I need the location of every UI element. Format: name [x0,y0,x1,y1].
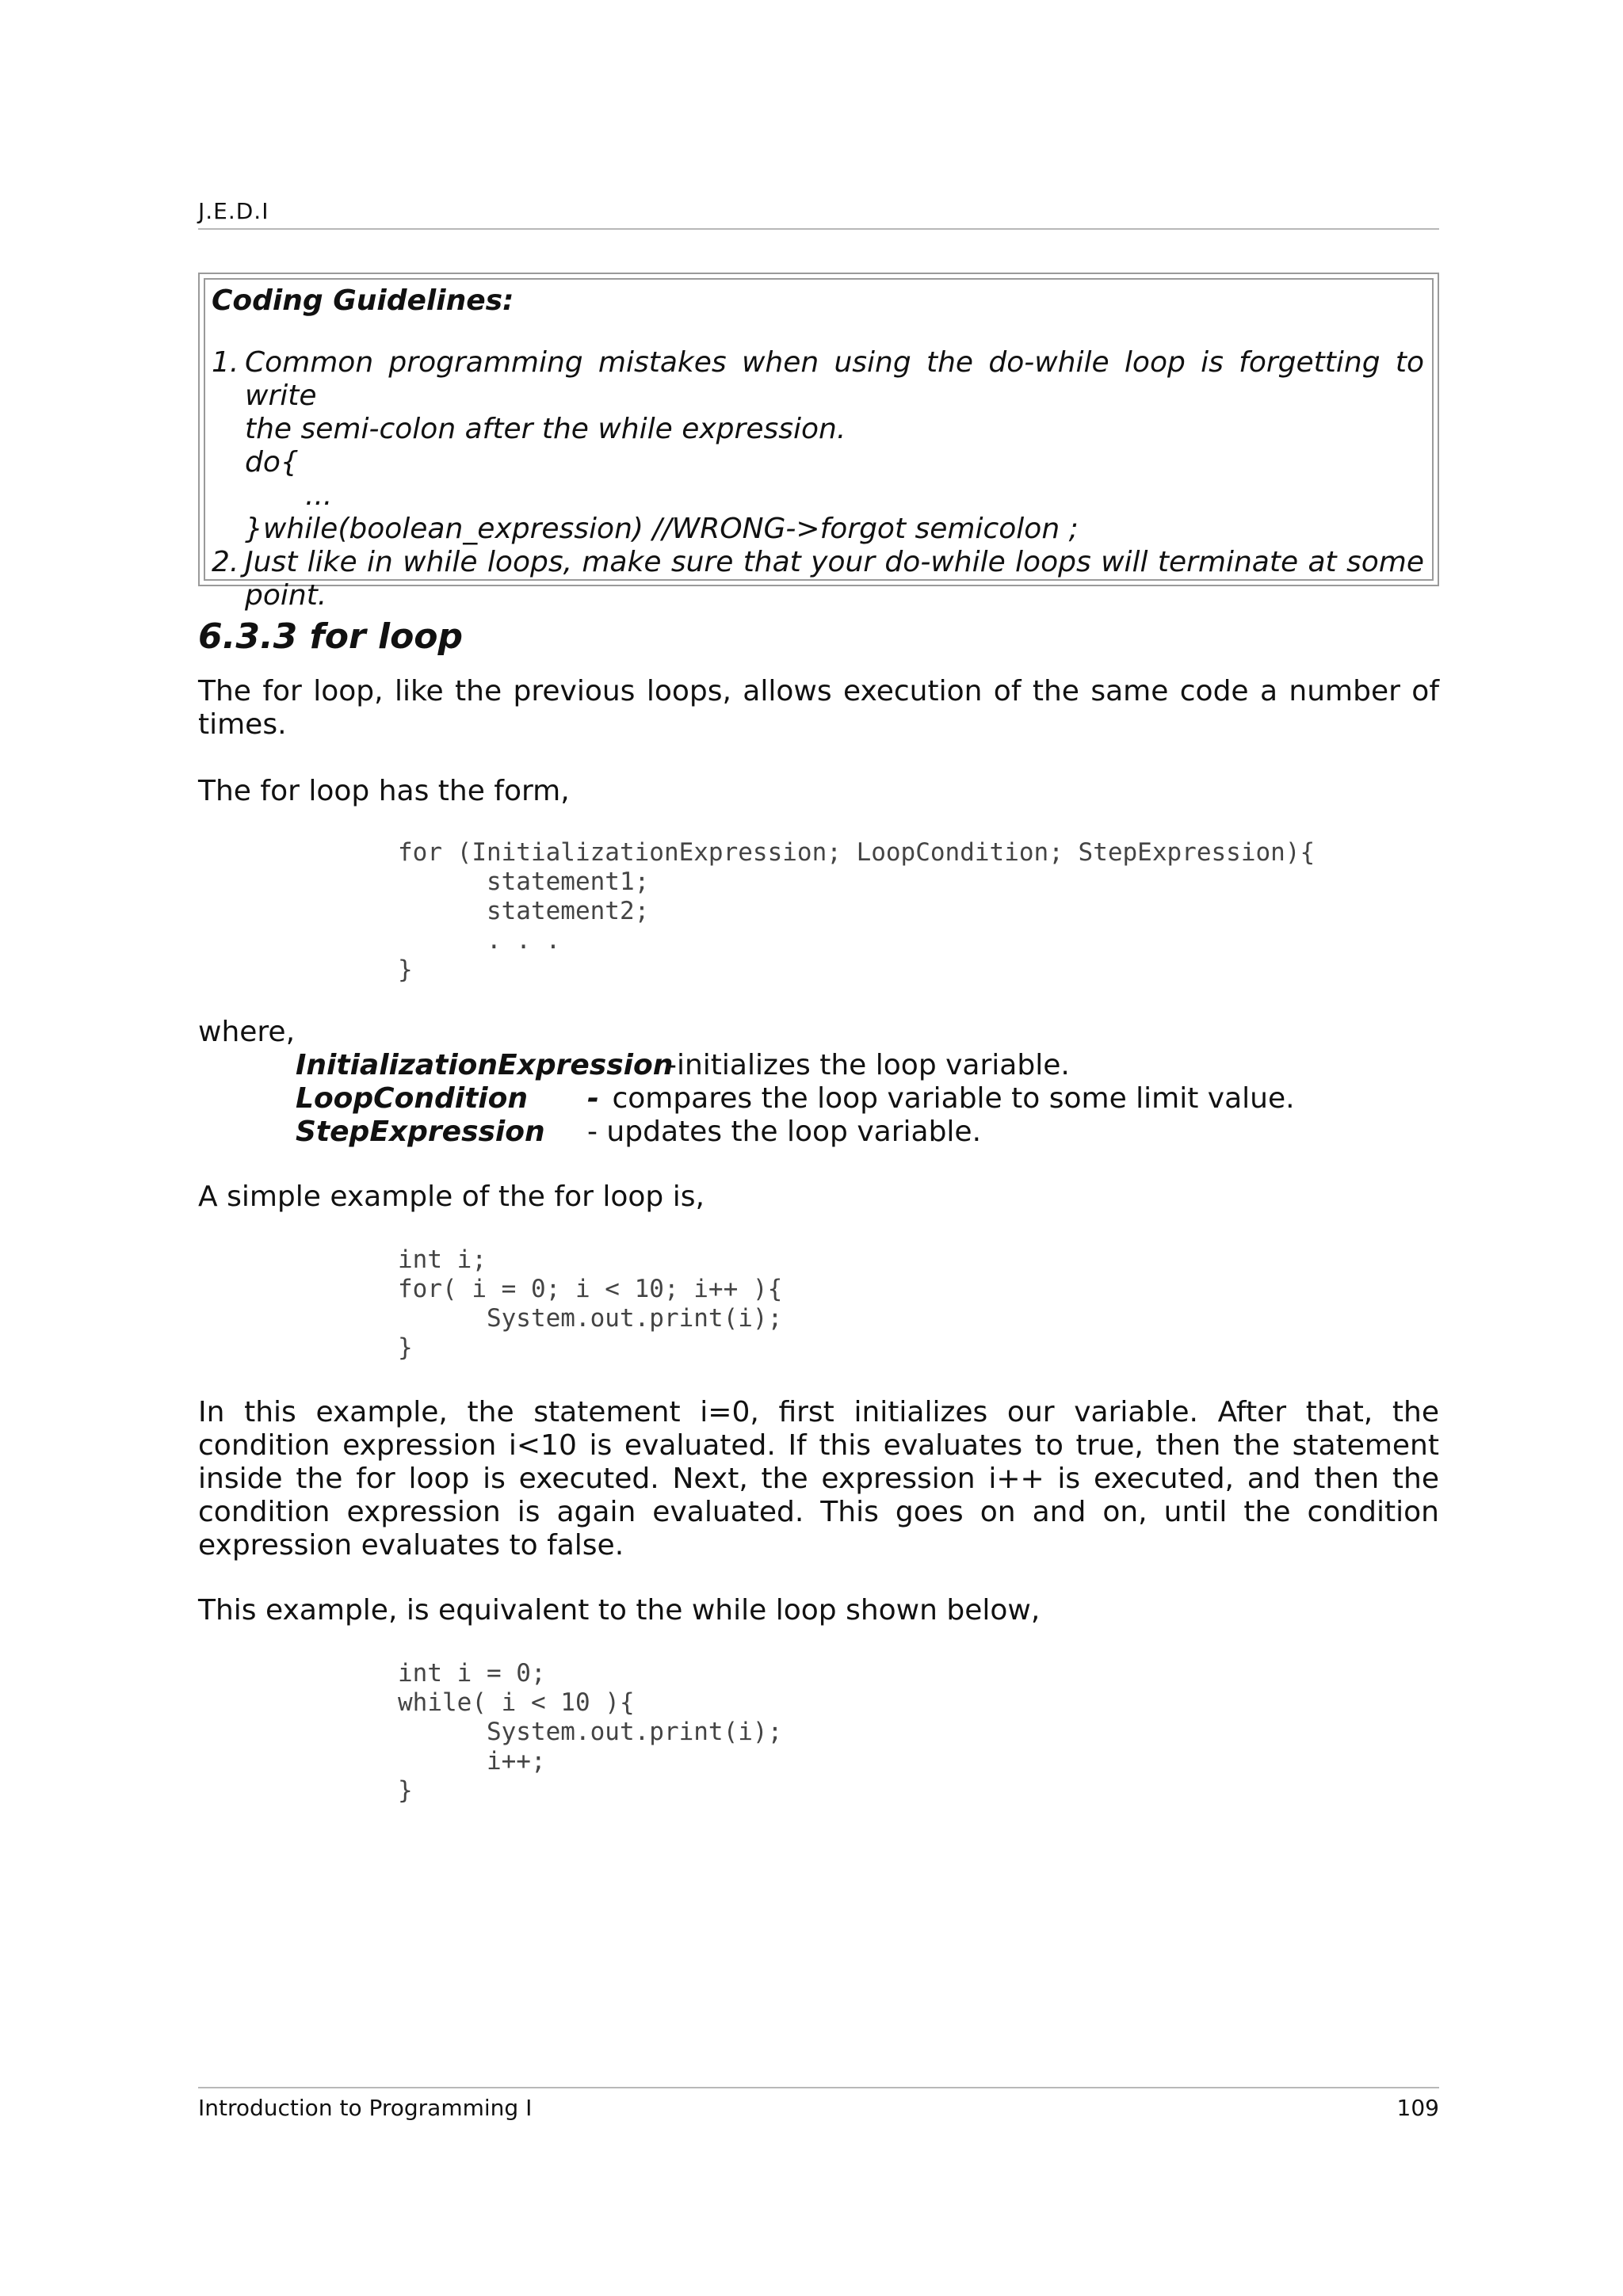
where-label: where, [198,1016,296,1048]
paragraph-explanation: In this example, the statement i=0, first initializes our variable. After that, the condition expression i<10 is evaluated. If this evaluates to true, then the statement inside the for loop is executed. Next, the expression i++ is executed, and then the condition expression is again evaluated. This goes on and on, until the condition expression evaluates to false. [198,1396,1439,1562]
coding-guidelines-box [198,273,1439,612]
code-while-example: int i = 0; while( i < 10 ){ System.out.print(i); i++; } [398,1659,783,1805]
paragraph-example-intro: A simple example of the for loop is, [198,1180,705,1213]
guideline-line: point. [245,579,327,612]
code-for-example: int i; for( i = 0; i < 10; i++ ){ System.out.print(i); } [398,1245,783,1362]
guideline-code-line: }while(boolean_expression) //WRONG->forgot semicolon ; [245,513,1079,545]
coding-guidelines-title: Coding Guidelines: [212,284,514,317]
footer-rule [198,2087,1439,2088]
definition-term: LoopCondition [296,1082,528,1115]
guideline-number: 1. [212,346,239,379]
paragraph-intro: The for loop, like the previous loops, allows execution of the same code a number of times. [198,675,1439,741]
coding-guidelines-list [212,346,1424,612]
definition-desc: - updates the loop variable. [587,1116,982,1148]
guideline-code-line: do{ [245,446,299,479]
definition-term: StepExpression [296,1116,545,1148]
page-header: J.E.D.I [198,198,269,224]
definition-desc: compares the loop variable to some limit value. [603,1082,1295,1115]
page-number: 109 [1396,2095,1439,2121]
guideline-line: the semi-colon after the while expression. [245,413,846,445]
guideline-number: 2. [212,546,239,578]
guideline-line: Just like in while loops, make sure that your do-while loops will terminate at some [245,546,1424,578]
code-for-syntax: for (InitializationExpression; LoopCondition; StepExpression){ statement1; statement2; . . . } [398,838,1316,984]
definition-desc: -initializes the loop variable. [666,1049,1070,1081]
paragraph-form: The for loop has the form, [198,775,570,807]
header-rule [198,228,1439,230]
guideline-item-1 [212,346,1424,546]
section-heading: 6.3.3 for loop [198,616,464,657]
guideline-line: Common programming mistakes when using the do-while loop is forgetting to write [245,346,1424,412]
guideline-code-line: ... [305,479,333,512]
footer-title: Introduction to Programming I [198,2095,533,2121]
definition-term: InitializationExpression [296,1049,674,1081]
definition-dash: - [587,1082,599,1115]
paragraph-equivalent: This example, is equivalent to the while loop shown below, [198,1594,1041,1627]
guideline-item-2 [212,546,1424,612]
coding-guidelines-inner-border [204,278,1434,612]
